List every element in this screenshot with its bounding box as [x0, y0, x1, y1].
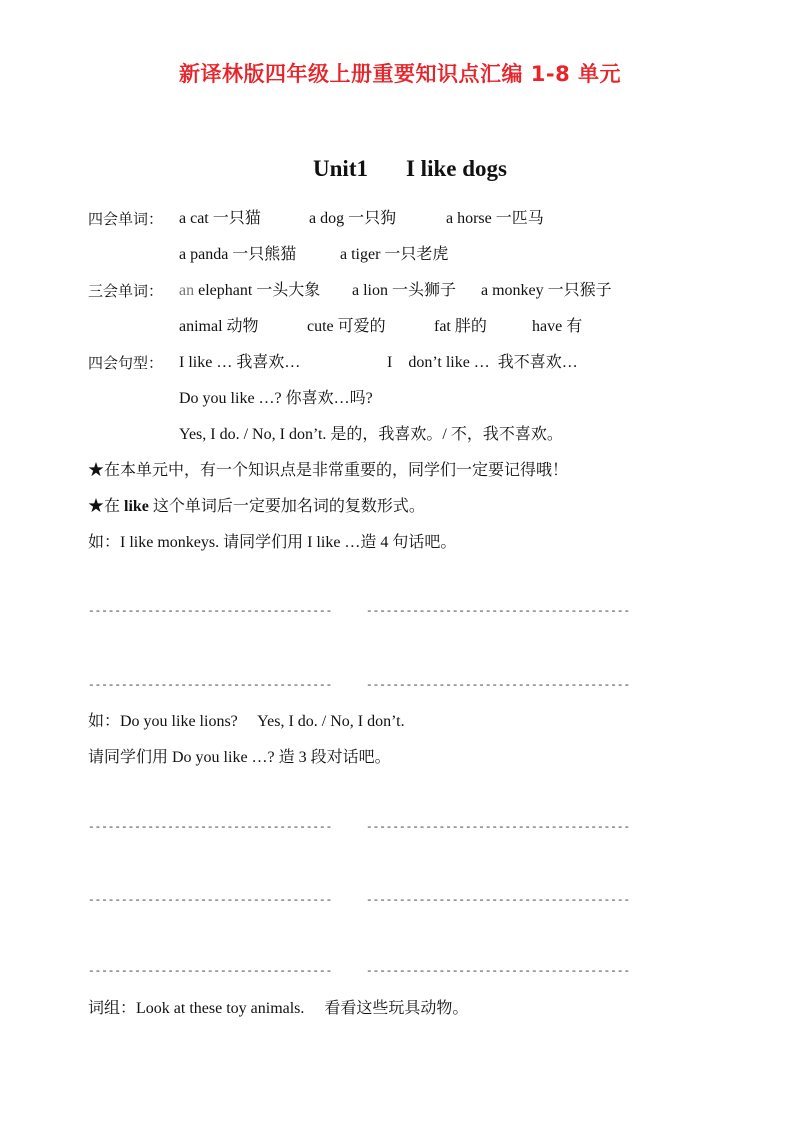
- unit-title: [0, 156, 800, 182]
- sentence-item: I like … 我喜欢…: [179, 354, 301, 371]
- word-item: a monkey 一只猴子: [481, 282, 612, 299]
- sentence-item: I don’t like … 我不喜欢…: [387, 354, 578, 371]
- example-do-you-like: 如：Do you like lions? Yes, I do. / No, I don’t.: [88, 713, 405, 730]
- document-title: 新译林版四年级上册重要知识点汇编 1-8 单元: [178, 62, 622, 86]
- word-item: a horse 一匹马: [446, 210, 544, 227]
- word-item: [179, 280, 320, 302]
- word-item: animal 动物: [179, 318, 259, 335]
- four-sentences-label: 四会句型：: [88, 354, 164, 372]
- answer-line[interactable]: ----------------------------------------: [366, 606, 631, 618]
- instruction-dialogues: 请同学们用 Do you like …? 造 3 段对话吧。: [88, 749, 391, 766]
- answer-line[interactable]: ----------------------------------------: [366, 966, 631, 978]
- four-words-row1: [88, 208, 163, 231]
- answer-line[interactable]: -------------------------------------: [88, 606, 333, 618]
- answer-line[interactable]: -------------------------------------: [88, 966, 333, 978]
- answer-line[interactable]: ----------------------------------------: [366, 680, 631, 692]
- note-plural: [88, 496, 425, 518]
- word-item: cute 可爱的: [307, 318, 386, 335]
- three-words-label: 三会单词：: [88, 282, 164, 300]
- answer-line[interactable]: ----------------------------------------: [366, 822, 631, 834]
- four-words-label: 四会单词：: [88, 210, 164, 228]
- answer-line[interactable]: -------------------------------------: [88, 680, 333, 692]
- word-item: a panda 一只熊猫: [179, 246, 297, 263]
- three-words-row1: [88, 280, 163, 303]
- note-plural-prefix: ★在: [88, 498, 125, 515]
- unit-name: I like dogs: [405, 156, 507, 181]
- word-item: a tiger 一只老虎: [340, 246, 449, 263]
- four-sentences-row1: [88, 352, 163, 375]
- answer-line[interactable]: -------------------------------------: [88, 822, 333, 834]
- word-item: fat 胖的: [434, 318, 487, 335]
- sentence-item: Yes, I do. / No, I don’t. 是的，我喜欢。/ 不，我不喜欢。: [179, 426, 563, 443]
- word-item: a cat 一只猫: [179, 210, 261, 227]
- word-item: have 有: [532, 318, 583, 335]
- answer-line[interactable]: -------------------------------------: [88, 895, 333, 907]
- unit-number: Unit1: [313, 156, 368, 181]
- answer-line[interactable]: ----------------------------------------: [366, 895, 631, 907]
- note-important: ★在本单元中，有一个知识点是非常重要的，同学们一定要记得哦！: [88, 462, 569, 479]
- article-prefix: an: [179, 282, 195, 299]
- word-item: a dog 一只狗: [309, 210, 397, 227]
- phrase-line: 词组：Look at these toy animals. 看看这些玩具动物。: [88, 1000, 469, 1017]
- example-i-like: 如：I like monkeys. 请同学们用 I like …造 4 句话吧。: [88, 534, 457, 551]
- keyword-like: like: [124, 498, 149, 515]
- word-text: elephant 一头大象: [198, 282, 321, 299]
- sentence-item: Do you like …? 你喜欢…吗?: [179, 390, 373, 407]
- word-item: a lion 一头狮子: [352, 282, 456, 299]
- note-plural-suffix: 这个单词后一定要加名词的复数形式。: [148, 498, 425, 515]
